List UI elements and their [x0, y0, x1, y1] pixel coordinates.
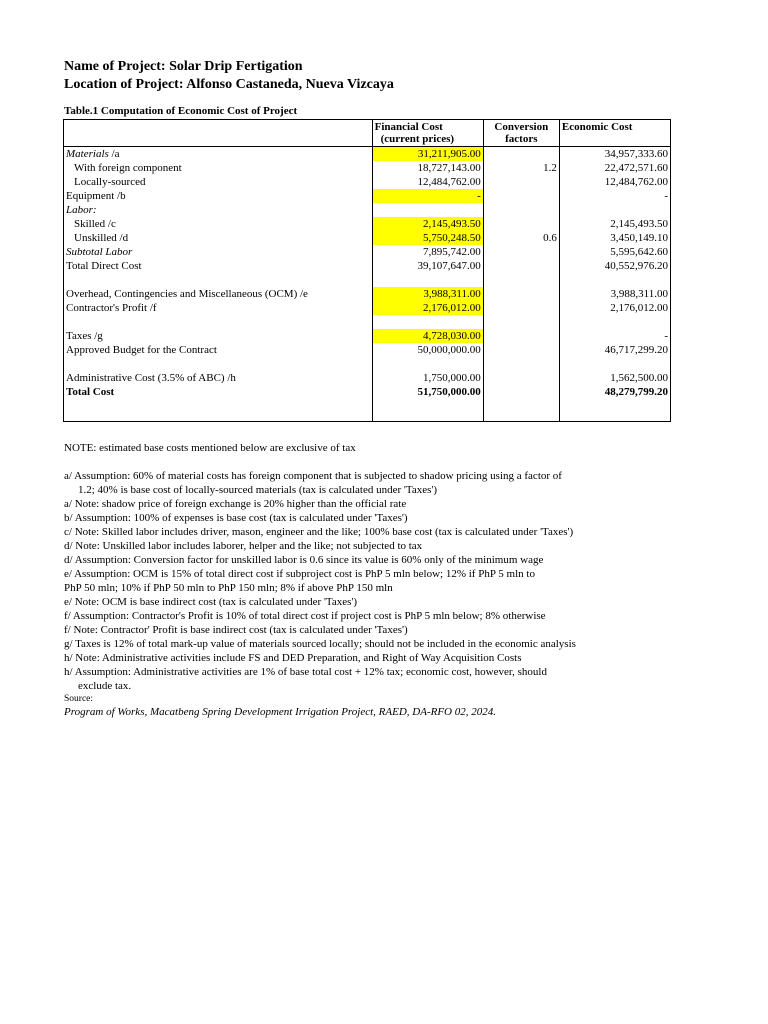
table-row [64, 147, 671, 162]
row-label: Labor: [64, 203, 373, 217]
row-label: Approved Budget for the Contract [64, 343, 373, 357]
row-label: Overhead, Contingencies and Miscellaneous (OCM) /e [64, 287, 373, 301]
row-label [64, 147, 373, 162]
table-row [64, 343, 671, 357]
header-conversion-line1: Conversion [494, 121, 549, 133]
economic-cell: 2,145,493.50 [559, 217, 670, 231]
note-line: a/ Assumption: 60% of material costs has foreign component that is subjected to shadow pricing using a factor of [64, 470, 562, 482]
table-row [64, 203, 671, 217]
header-financial-line2: (current prices) [380, 133, 455, 145]
source-label: Source: [64, 694, 94, 704]
factor-cell [483, 371, 559, 385]
note-line: h/ Assumption: Administrative activities are 1% of base total cost + 12% tax; economic cost, however, should [64, 666, 547, 678]
table-row [64, 231, 671, 245]
row-label: Total Cost [64, 385, 373, 399]
factor-cell [483, 175, 559, 189]
note-line: exclude tax. [78, 680, 132, 692]
financial-cell: 12,484,762.00 [372, 175, 483, 189]
note-line: b/ Assumption: 100% of expenses is base cost (tax is calculated under 'Taxes') [64, 512, 408, 524]
header-conversion-line2: factors [505, 133, 538, 145]
factor-cell: 1.2 [483, 161, 559, 175]
row-label: Administrative Cost (3.5% of ABC) /h [64, 371, 373, 385]
table-row [64, 287, 671, 301]
table-header-row [64, 120, 671, 147]
table-bottom-row [64, 399, 671, 422]
table-row [64, 189, 671, 203]
economic-cell: 1,562,500.00 [559, 371, 670, 385]
note-line: 1.2; 40% is base cost of locally-sourced materials (tax is calculated under 'Taxes') [78, 484, 438, 496]
table-row [64, 217, 671, 231]
financial-cell: 18,727,143.00 [372, 161, 483, 175]
economic-cell: 48,279,799.20 [559, 385, 670, 399]
notes-intro: NOTE: estimated base costs mentioned below are exclusive of tax [64, 442, 356, 454]
table-row [64, 371, 671, 385]
economic-cell: 12,484,762.00 [559, 175, 670, 189]
row-label: Taxes /g [64, 329, 373, 343]
factor-cell [483, 245, 559, 259]
financial-cell [372, 203, 483, 217]
note-line: f/ Assumption: Contractor's Profit is 10% of total direct cost if project cost is PhP 5 mln below; 8% otherwise [64, 610, 546, 622]
header-conversion-factors [483, 120, 559, 147]
economic-cell: 2,176,012.00 [559, 301, 670, 315]
row-label: Contractor's Profit /f [64, 301, 373, 315]
economic-cell: 22,472,571.60 [559, 161, 670, 175]
financial-cell: 7,895,742.00 [372, 245, 483, 259]
table-row [64, 161, 671, 175]
financial-cell: 4,728,030.00 [372, 329, 483, 343]
note-line: h/ Note: Administrative activities include FS and DED Preparation, and Right of Way Acquisition Costs [64, 652, 522, 664]
table-row [64, 301, 671, 315]
table-spacer-row [64, 273, 671, 287]
economic-cell: 3,988,311.00 [559, 287, 670, 301]
row-label: Total Direct Cost [64, 259, 373, 273]
economic-cell: 34,957,333.60 [559, 147, 670, 162]
factor-cell [483, 189, 559, 203]
factor-cell [483, 217, 559, 231]
header-financial-line1: Financial Cost [374, 121, 443, 133]
factor-cell [483, 287, 559, 301]
economic-cell: 40,552,976.20 [559, 259, 670, 273]
note-line: PhP 50 mln; 10% if PhP 50 mln to PhP 150 mln; 8% if above PhP 150 mln [64, 582, 393, 594]
header-blank-cell [64, 120, 373, 147]
header-financial-cost [372, 120, 483, 147]
financial-cell: 51,750,000.00 [372, 385, 483, 399]
row-label: Locally-sourced [64, 175, 373, 189]
row-label-text: Materials [66, 148, 109, 160]
financial-cell: 2,176,012.00 [372, 301, 483, 315]
factor-cell [483, 329, 559, 343]
financial-cell: 2,145,493.50 [372, 217, 483, 231]
table-spacer-row [64, 315, 671, 329]
table-caption: Table.1 Computation of Economic Cost of Project [64, 105, 298, 117]
table-row [64, 259, 671, 273]
note-line: c/ Note: Skilled labor includes driver, mason, engineer and the like; 100% base cost (tax is calculated under 'Taxes') [64, 526, 574, 538]
table-row [64, 329, 671, 343]
economic-cell: 3,450,149.10 [559, 231, 670, 245]
economic-cell: - [559, 329, 670, 343]
factor-cell [483, 343, 559, 357]
source-citation: Program of Works, Macatbeng Spring Development Irrigation Project, RAED, DA-RFO 02, 2024. [64, 706, 496, 718]
factor-cell [483, 147, 559, 162]
economic-cell: - [559, 189, 670, 203]
economic-cost-table [63, 119, 671, 422]
table-total-row [64, 385, 671, 399]
row-label: Equipment /b [64, 189, 373, 203]
row-label: With foreign component [64, 161, 373, 175]
economic-cell: 5,595,642.60 [559, 245, 670, 259]
factor-cell: 0.6 [483, 231, 559, 245]
financial-cell: 5,750,248.50 [372, 231, 483, 245]
factor-cell [483, 385, 559, 399]
factor-cell [483, 203, 559, 217]
note-line: d/ Assumption: Conversion factor for unskilled labor is 0.6 since its value is 60% only of the minimum wage [64, 554, 544, 566]
financial-cell: 1,750,000.00 [372, 371, 483, 385]
financial-cell: 3,988,311.00 [372, 287, 483, 301]
note-line: d/ Note: Unskilled labor includes laborer, helper and the like; not subjected to tax [64, 540, 423, 552]
financial-cell: 39,107,647.00 [372, 259, 483, 273]
table-row [64, 175, 671, 189]
factor-cell [483, 301, 559, 315]
financial-cell: 50,000,000.00 [372, 343, 483, 357]
row-label: Skilled /c [64, 217, 373, 231]
financial-cell: 31,211,905.00 [372, 147, 483, 162]
note-line: e/ Note: OCM is base indirect cost (tax is calculated under 'Taxes') [64, 596, 358, 608]
notes-section [64, 441, 664, 719]
factor-cell [483, 259, 559, 273]
project-name-heading: Name of Project: Solar Drip Fertigation [64, 59, 303, 74]
note-line: g/ Taxes is 12% of total mark-up value of materials sourced locally; should not be included in the economic analysis [64, 638, 576, 650]
row-label-suffix: /a [108, 148, 120, 160]
row-label: Subtotal Labor [64, 245, 373, 259]
row-label: Unskilled /d [64, 231, 373, 245]
header-economic-cost: Economic Cost [559, 120, 670, 147]
note-line: f/ Note: Contractor' Profit is base indirect cost (tax is calculated under 'Taxes') [64, 624, 408, 636]
project-location-heading: Location of Project: Alfonso Castaneda, Nueva Vizcaya [64, 77, 394, 92]
note-line: a/ Note: shadow price of foreign exchange is 20% higher than the official rate [64, 498, 407, 510]
economic-cell [559, 203, 670, 217]
note-line: e/ Assumption: OCM is 15% of total direct cost if subproject cost is PhP 5 mln below; 12% if PhP 5 mln to [64, 568, 535, 580]
table-spacer-row [64, 357, 671, 371]
financial-cell: - [372, 189, 483, 203]
economic-cell: 46,717,299.20 [559, 343, 670, 357]
table-row [64, 245, 671, 259]
